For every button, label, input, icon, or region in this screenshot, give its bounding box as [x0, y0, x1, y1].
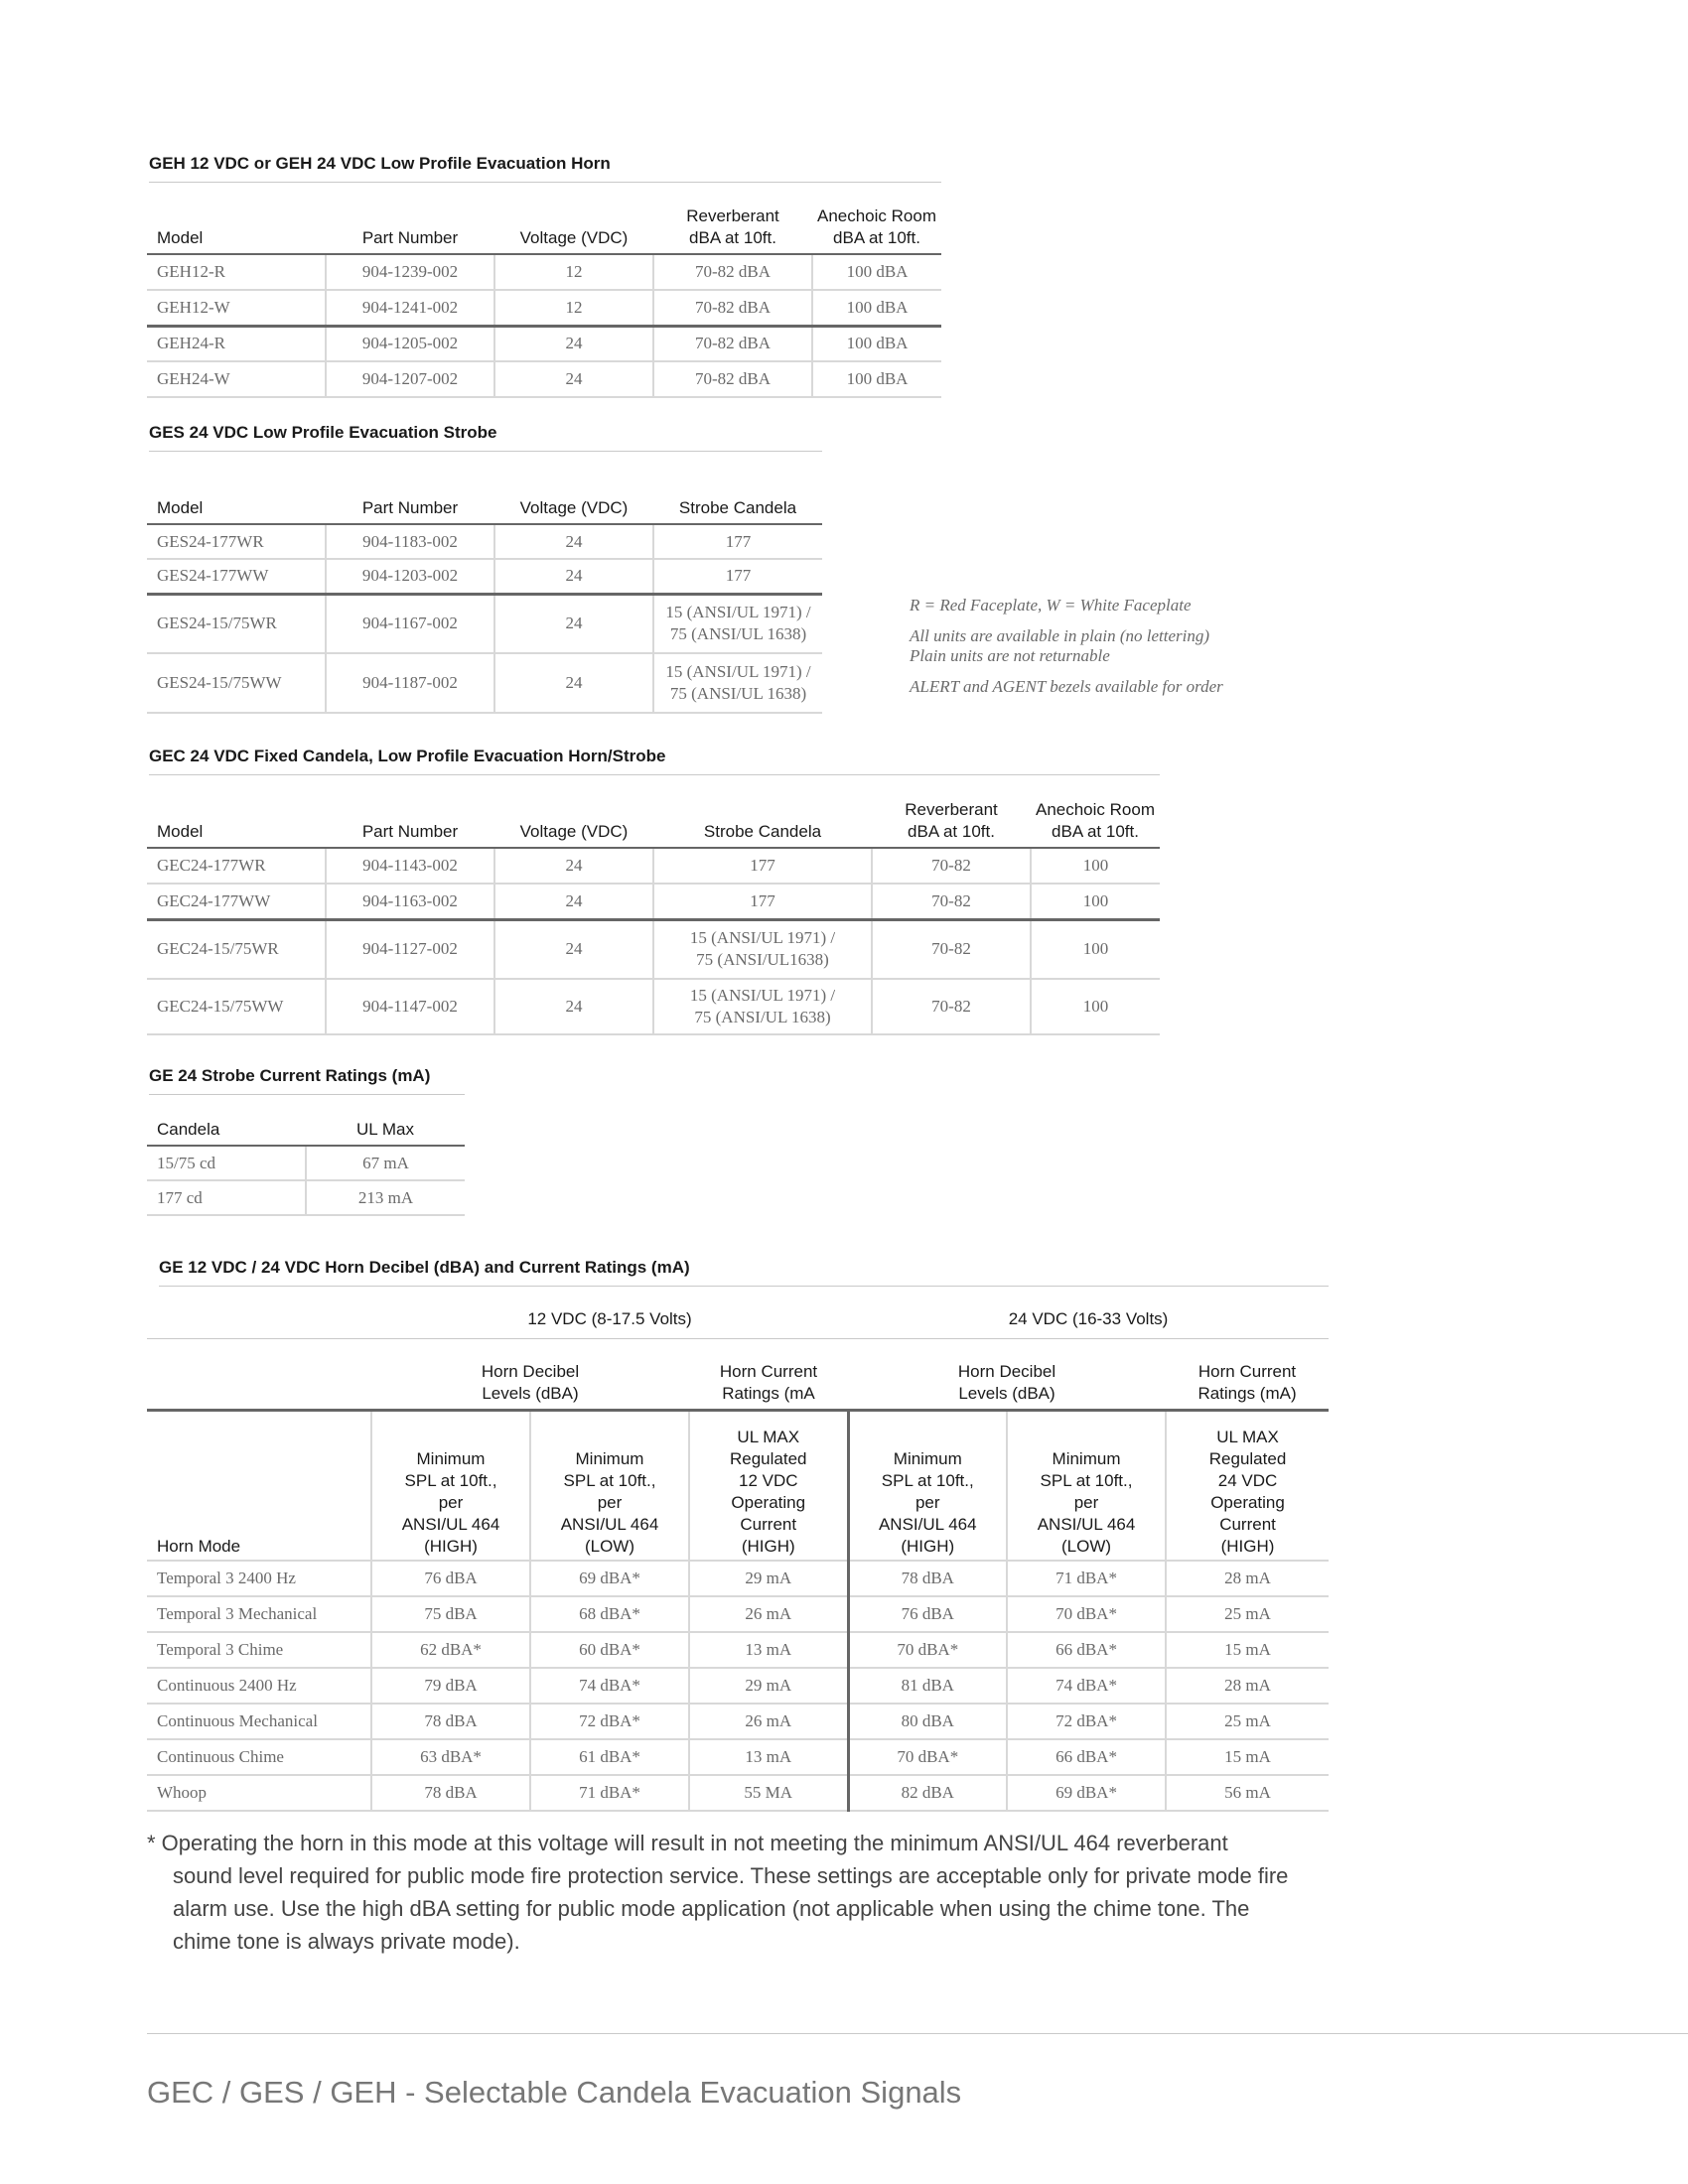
table-cell: 24	[494, 919, 653, 979]
table-row	[147, 524, 822, 559]
footer-divider	[147, 2033, 1688, 2034]
table-row	[147, 848, 1160, 884]
table-cell: 904-1187-002	[326, 653, 494, 713]
table-cell: Continuous 2400 Hz	[147, 1668, 371, 1704]
col-ul-max: UL Max	[306, 1116, 465, 1146]
table-cell: 904-1167-002	[326, 594, 494, 653]
table-cell: 70-82	[872, 848, 1031, 884]
subgroup-current-12: Horn Current Ratings (mA	[689, 1338, 848, 1410]
table-cell: 66 dBA*	[1007, 1632, 1166, 1668]
notes-block	[910, 596, 1223, 708]
table-header-row	[147, 1410, 1329, 1561]
table-cell: 74 dBA*	[530, 1668, 689, 1704]
footnote-line-1: * Operating the horn in this mode at this voltage will result in not meeting the minimum ANSI/UL 464 reverberant	[147, 1831, 1228, 1855]
subgroup-decibel-12: Horn Decibel Levels (dBA)	[371, 1338, 689, 1410]
table-row	[147, 884, 1160, 919]
table1-title: GEH 12 VDC or GEH 24 VDC Low Profile Evacuation Horn	[149, 154, 941, 183]
footnote-line-4: chime tone is always private mode).	[173, 1929, 520, 1954]
table-row	[147, 326, 941, 361]
horn-table	[147, 201, 941, 398]
table-cell: 177	[653, 524, 822, 559]
table-cell: 70-82 dBA	[653, 361, 812, 397]
col-voltage: Voltage (VDC)	[494, 490, 653, 524]
table-cell: 213 mA	[306, 1180, 465, 1215]
table-cell: 904-1205-002	[326, 326, 494, 361]
strobe-table	[147, 490, 822, 714]
col-horn-mode: Horn Mode	[147, 1410, 371, 1561]
table-cell: 70-82	[872, 979, 1031, 1034]
table-cell: 25 mA	[1166, 1596, 1329, 1632]
table-cell: 15 (ANSI/UL 1971) / 75 (ANSI/UL1638)	[653, 919, 872, 979]
table-cell: 60 dBA*	[530, 1632, 689, 1668]
table-cell: 70-82	[872, 884, 1031, 919]
strobe-current-table-body	[147, 1146, 465, 1215]
table-cell: 24	[494, 848, 653, 884]
table-cell: 71 dBA*	[530, 1775, 689, 1811]
table-cell: 63 dBA*	[371, 1739, 530, 1775]
table-cell: 28 mA	[1166, 1668, 1329, 1704]
group-24vdc: 24 VDC (16-33 Volts)	[848, 1300, 1329, 1338]
table-cell: 81 dBA	[848, 1668, 1007, 1704]
table-cell: 15 (ANSI/UL 1971) / 75 (ANSI/UL 1638)	[653, 594, 822, 653]
table3-title: GEC 24 VDC Fixed Candela, Low Profile Evacuation Horn/Strobe	[149, 747, 1160, 775]
table-cell: 24	[494, 884, 653, 919]
table-cell: GEH24-R	[147, 326, 326, 361]
table-header-row	[147, 490, 822, 524]
horn-ratings-table-body	[147, 1561, 1329, 1811]
table-cell: GEH12-R	[147, 254, 326, 290]
table-cell: 100	[1031, 884, 1160, 919]
table-cell: 78 dBA	[371, 1704, 530, 1739]
table-row	[147, 1775, 1329, 1811]
table-cell: 24	[494, 653, 653, 713]
table-cell: 72 dBA*	[1007, 1704, 1166, 1739]
table-cell: 55 MA	[689, 1775, 848, 1811]
table-cell: 904-1183-002	[326, 524, 494, 559]
col-model: Model	[147, 490, 326, 524]
table-cell: 70-82	[872, 919, 1031, 979]
table-cell: 26 mA	[689, 1704, 848, 1739]
table-row	[147, 979, 1160, 1034]
strobe-table-body	[147, 524, 822, 713]
subgroup-row	[147, 1338, 1329, 1410]
table-cell: 67 mA	[306, 1146, 465, 1180]
table-cell: 904-1147-002	[326, 979, 494, 1034]
col-part-number: Part Number	[326, 490, 494, 524]
col-anechoic: Anechoic Room dBA at 10ft.	[812, 201, 941, 254]
table-cell: Continuous Mechanical	[147, 1704, 371, 1739]
col-model: Model	[147, 201, 326, 254]
table-cell: 24	[494, 326, 653, 361]
table-cell: 75 dBA	[371, 1596, 530, 1632]
table-cell: 56 mA	[1166, 1775, 1329, 1811]
table-cell: 177	[653, 848, 872, 884]
table-row	[147, 1146, 465, 1180]
horn-table-body	[147, 254, 941, 397]
table-row	[147, 919, 1160, 979]
col-reverberant: Reverberant dBA at 10ft.	[872, 794, 1031, 848]
note-plain-line2: Plain units are not returnable	[910, 646, 1110, 665]
col-model: Model	[147, 794, 326, 848]
table-cell: 70-82 dBA	[653, 326, 812, 361]
table-cell: GES24-15/75WW	[147, 653, 326, 713]
table-cell: 62 dBA*	[371, 1632, 530, 1668]
table-row	[147, 594, 822, 653]
table-cell: 24	[494, 979, 653, 1034]
table-row	[147, 1180, 465, 1215]
table4-title: GE 24 Strobe Current Ratings (mA)	[149, 1066, 465, 1095]
note-bezels: ALERT and AGENT bezels available for order	[910, 677, 1223, 696]
col-12-low-spl: Minimum SPL at 10ft., per ANSI/UL 464 (LOW)	[530, 1410, 689, 1561]
table-cell: 904-1203-002	[326, 559, 494, 594]
table-cell: 70-82 dBA	[653, 290, 812, 326]
table-cell: 26 mA	[689, 1596, 848, 1632]
table-cell: GEC24-15/75WW	[147, 979, 326, 1034]
table-cell: 71 dBA*	[1007, 1561, 1166, 1596]
footnote-line-3: alarm use. Use the high dBA setting for public mode application (not applicable when using the chime tone. The	[173, 1896, 1250, 1921]
table-cell: GEH12-W	[147, 290, 326, 326]
table-cell: 100 dBA	[812, 254, 941, 290]
table-cell: 72 dBA*	[530, 1704, 689, 1739]
col-strobe-candela: Strobe Candela	[653, 794, 872, 848]
table-cell: GES24-177WW	[147, 559, 326, 594]
footnote	[147, 1827, 1338, 1958]
table-cell: 12	[494, 254, 653, 290]
table-row	[147, 1596, 1329, 1632]
table-cell: 69 dBA*	[1007, 1775, 1166, 1811]
col-voltage: Voltage (VDC)	[494, 201, 653, 254]
table-cell: 82 dBA	[848, 1775, 1007, 1811]
table-row	[147, 1561, 1329, 1596]
col-part-number: Part Number	[326, 794, 494, 848]
table-cell: 100 dBA	[812, 326, 941, 361]
table-cell: Temporal 3 Mechanical	[147, 1596, 371, 1632]
table-cell: 904-1127-002	[326, 919, 494, 979]
subgroup-decibel-24: Horn Decibel Levels (dBA)	[848, 1338, 1166, 1410]
table-cell: 177	[653, 884, 872, 919]
table-cell: 904-1207-002	[326, 361, 494, 397]
table-row	[147, 1632, 1329, 1668]
table-row	[147, 290, 941, 326]
table-cell: 177 cd	[147, 1180, 306, 1215]
table-cell: GEC24-15/75WR	[147, 919, 326, 979]
table-row	[147, 1704, 1329, 1739]
table-cell: 80 dBA	[848, 1704, 1007, 1739]
col-reverberant: Reverberant dBA at 10ft.	[653, 201, 812, 254]
table-row	[147, 254, 941, 290]
table-cell: 100	[1031, 919, 1160, 979]
table-cell: 12	[494, 290, 653, 326]
table-cell: 13 mA	[689, 1632, 848, 1668]
table-cell: GEH24-W	[147, 361, 326, 397]
table-cell: GES24-15/75WR	[147, 594, 326, 653]
table-cell: 100 dBA	[812, 290, 941, 326]
table-cell: 70 dBA*	[848, 1739, 1007, 1775]
table-header-row	[147, 201, 941, 254]
table-cell: 78 dBA	[848, 1561, 1007, 1596]
table-header-row	[147, 1116, 465, 1146]
table-cell: 904-1163-002	[326, 884, 494, 919]
horn-ratings-table	[147, 1300, 1329, 1812]
table-cell: Temporal 3 2400 Hz	[147, 1561, 371, 1596]
table-cell: 74 dBA*	[1007, 1668, 1166, 1704]
table-cell: 100	[1031, 979, 1160, 1034]
table-cell: 79 dBA	[371, 1668, 530, 1704]
table-cell: 78 dBA	[371, 1775, 530, 1811]
table-cell: Whoop	[147, 1775, 371, 1811]
table-cell: 70 dBA*	[1007, 1596, 1166, 1632]
col-part-number: Part Number	[326, 201, 494, 254]
table-cell: 70 dBA*	[848, 1632, 1007, 1668]
table-cell: 15 (ANSI/UL 1971) / 75 (ANSI/UL 1638)	[653, 979, 872, 1034]
table-cell: 100 dBA	[812, 361, 941, 397]
table-cell: 68 dBA*	[530, 1596, 689, 1632]
table-cell: 66 dBA*	[1007, 1739, 1166, 1775]
col-12-high-spl: Minimum SPL at 10ft., per ANSI/UL 464 (HIGH)	[371, 1410, 530, 1561]
table-cell: 61 dBA*	[530, 1739, 689, 1775]
table-cell: 24	[494, 594, 653, 653]
table-cell: 904-1239-002	[326, 254, 494, 290]
table-cell: 15/75 cd	[147, 1146, 306, 1180]
strobe-current-table	[147, 1116, 465, 1216]
table-row	[147, 361, 941, 397]
group-12vdc: 12 VDC (8-17.5 Volts)	[371, 1300, 848, 1338]
table-cell: GEC24-177WR	[147, 848, 326, 884]
subgroup-current-24: Horn Current Ratings (mA)	[1166, 1338, 1329, 1410]
table-cell: 25 mA	[1166, 1704, 1329, 1739]
col-24-high-spl: Minimum SPL at 10ft., per ANSI/UL 464 (HIGH)	[848, 1410, 1007, 1561]
table-cell: 29 mA	[689, 1668, 848, 1704]
table-cell: 76 dBA	[848, 1596, 1007, 1632]
table-cell: GEC24-177WW	[147, 884, 326, 919]
table-cell: 70-82 dBA	[653, 254, 812, 290]
horn-strobe-table-body	[147, 848, 1160, 1034]
table-cell: 15 mA	[1166, 1632, 1329, 1668]
note-plain-line1: All units are available in plain (no lettering)	[910, 626, 1210, 645]
table-cell: 76 dBA	[371, 1561, 530, 1596]
table-row	[147, 1668, 1329, 1704]
col-24-low-spl: Minimum SPL at 10ft., per ANSI/UL 464 (LOW)	[1007, 1410, 1166, 1561]
col-voltage: Voltage (VDC)	[494, 794, 653, 848]
table-cell: 69 dBA*	[530, 1561, 689, 1596]
table-cell: 24	[494, 559, 653, 594]
table-cell: 13 mA	[689, 1739, 848, 1775]
table-row	[147, 559, 822, 594]
table-cell: 15 (ANSI/UL 1971) / 75 (ANSI/UL 1638)	[653, 653, 822, 713]
table-cell: 29 mA	[689, 1561, 848, 1596]
voltage-group-row	[147, 1300, 1329, 1338]
table-cell: GES24-177WR	[147, 524, 326, 559]
table-cell: 24	[494, 361, 653, 397]
col-24-current: UL MAX Regulated 24 VDC Operating Current (HIGH)	[1166, 1410, 1329, 1561]
col-12-current: UL MAX Regulated 12 VDC Operating Current (HIGH)	[689, 1410, 848, 1561]
table-cell: Temporal 3 Chime	[147, 1632, 371, 1668]
footnote-line-2: sound level required for public mode fire protection service. These settings are acceptable only for private mode fire	[173, 1863, 1289, 1888]
col-candela: Candela	[147, 1116, 306, 1146]
col-strobe-candela: Strobe Candela	[653, 490, 822, 524]
table-row	[147, 653, 822, 713]
table-cell: Continuous Chime	[147, 1739, 371, 1775]
table2-title: GES 24 VDC Low Profile Evacuation Strobe	[149, 423, 822, 452]
table-cell: 24	[494, 524, 653, 559]
note-plain	[910, 626, 1223, 666]
table-row	[147, 1739, 1329, 1775]
footer-title: GEC / GES / GEH - Selectable Candela Evacuation Signals	[147, 2075, 962, 2110]
note-faceplate: R = Red Faceplate, W = White Faceplate	[910, 596, 1192, 614]
col-anechoic: Anechoic Room dBA at 10ft.	[1031, 794, 1160, 848]
table-cell: 177	[653, 559, 822, 594]
table-cell: 100	[1031, 848, 1160, 884]
table-cell: 28 mA	[1166, 1561, 1329, 1596]
table-cell: 904-1143-002	[326, 848, 494, 884]
table-header-row	[147, 794, 1160, 848]
horn-strobe-table	[147, 794, 1160, 1035]
table-cell: 904-1241-002	[326, 290, 494, 326]
table5-title: GE 12 VDC / 24 VDC Horn Decibel (dBA) and Current Ratings (mA)	[159, 1258, 1329, 1287]
table-cell: 15 mA	[1166, 1739, 1329, 1775]
